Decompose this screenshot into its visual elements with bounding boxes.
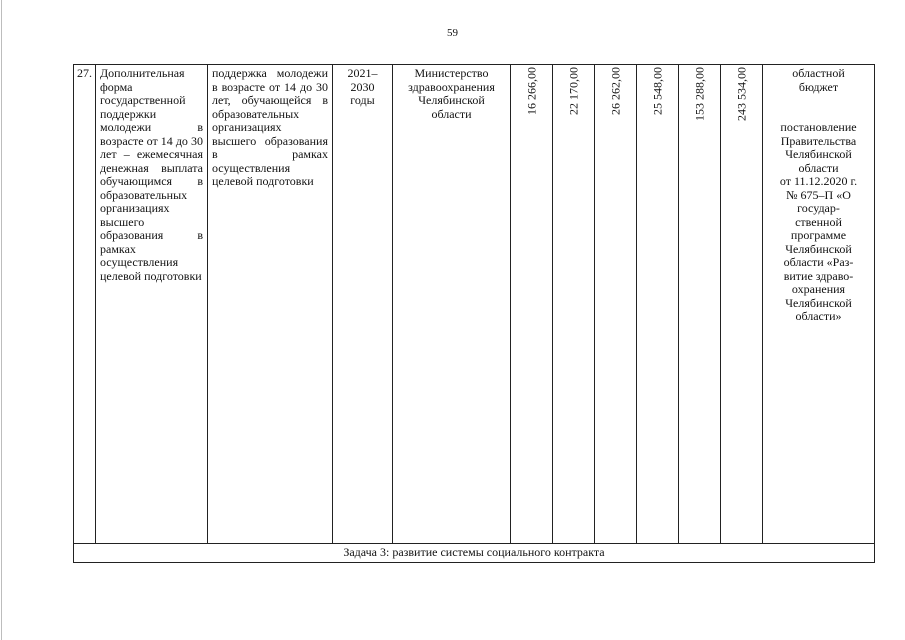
executor-line: Министерство	[414, 66, 489, 80]
legal-basis-line: Челябинской	[785, 147, 852, 161]
legal-basis-line: витие здраво-	[783, 268, 854, 283]
amount-value: 153 288,00	[691, 67, 706, 121]
legal-basis-line: постановление	[780, 120, 857, 134]
table-row	[74, 65, 875, 544]
period-cell	[333, 65, 393, 544]
period-line: 2021–	[347, 66, 378, 80]
task-heading: Задача 3: развитие системы социального контракта	[74, 544, 875, 563]
amount-cell	[721, 65, 763, 544]
activity-name-cell: Дополнительная форма государственной поддержки молодежи в возрасте от 14 до 30 лет – ежемесячная денежная выплата обучающимся в образовательных организациях высшего образования в рамках осуществления целевой подготовки	[96, 65, 208, 544]
scan-edge-line	[1, 0, 2, 640]
amount-cell	[679, 65, 721, 544]
amount-value: 243 534,00	[733, 67, 748, 121]
legal-basis-line: от 11.12.2020 г.	[779, 174, 858, 188]
source-and-basis-cell	[763, 65, 875, 544]
period-line: 2030	[350, 79, 375, 94]
amount-cell	[595, 65, 637, 544]
executor-line: Челябинской	[418, 93, 485, 107]
amount-value: 26 262,00	[607, 67, 622, 115]
description-cell: поддержка молодежи в возрасте от 14 до 30 лет, обучающейся в образовательных организациях высшего образования в рамках осуществления целевой подготовки	[208, 65, 333, 544]
period-line: годы	[350, 93, 375, 107]
legal-basis-line: Челябинской	[785, 241, 852, 256]
legal-basis-line: области «Раз-	[783, 255, 854, 269]
legal-basis-line: области»	[795, 309, 842, 323]
page-number: 59	[447, 27, 458, 39]
task-row	[74, 544, 875, 563]
legal-basis-line: Челябинской	[785, 295, 852, 310]
legal-basis-line: охранения	[791, 282, 846, 296]
source-line: бюджет	[798, 79, 839, 94]
legal-basis-line: ственной	[795, 214, 842, 229]
amount-value: 16 266,00	[523, 67, 538, 115]
amount-cell	[637, 65, 679, 544]
row-number: 27.	[74, 65, 96, 544]
legal-basis-line: области	[798, 160, 839, 175]
executor-line: здравоохранения	[408, 79, 495, 94]
executor-cell	[393, 65, 511, 544]
amount-cell	[511, 65, 553, 544]
amount-value: 25 548,00	[649, 67, 664, 115]
legal-basis-line: № 675–П «О	[786, 187, 851, 202]
legal-basis-line: Правительства	[780, 133, 857, 148]
legal-basis-line: государ-	[797, 201, 840, 215]
amount-cell	[553, 65, 595, 544]
amount-value: 22 170,00	[565, 67, 580, 115]
program-table	[73, 64, 875, 563]
source-line: областной	[792, 66, 845, 80]
legal-basis-line: программе	[790, 228, 847, 242]
executor-line: области	[431, 106, 472, 121]
